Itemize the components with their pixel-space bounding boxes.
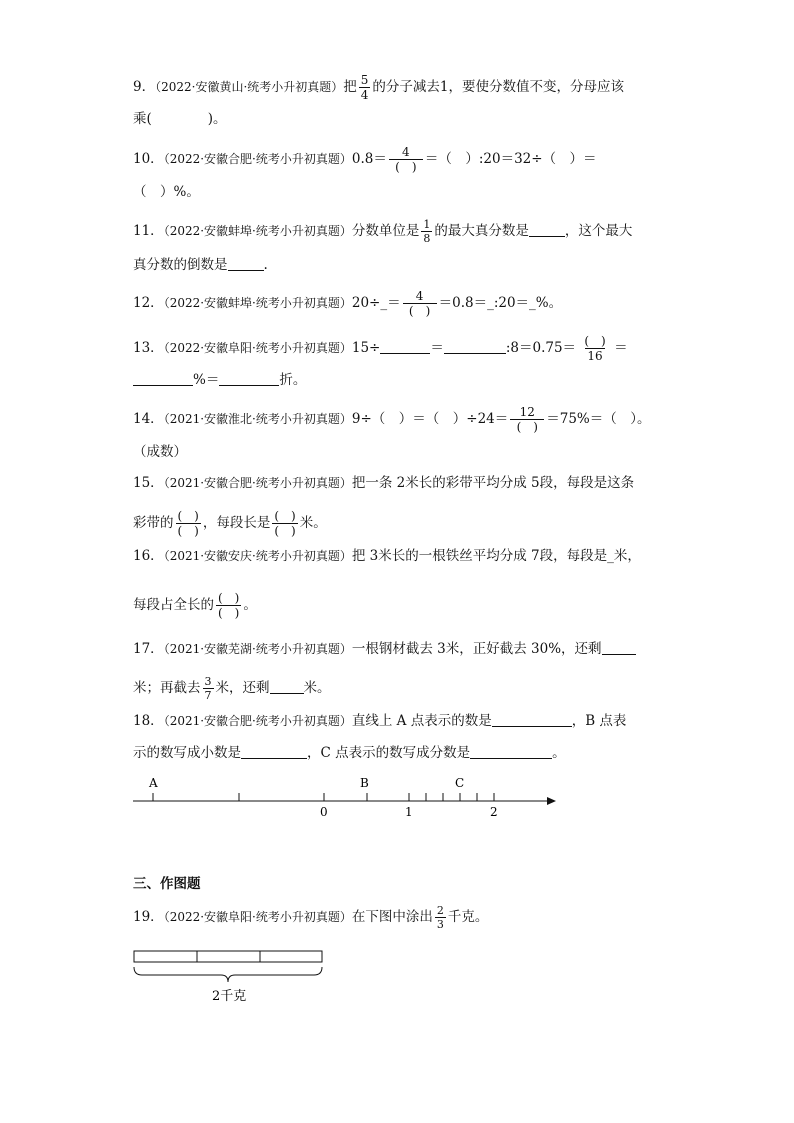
point-label-b: B (360, 776, 369, 790)
q15-fraction-2: $\frac{( )}{( )}$ (274, 509, 296, 538)
q19-source: （2022·安徽阜阳·统考小升初真题） (163, 910, 352, 924)
q13-number: 13． (133, 340, 164, 356)
tick-label-0: 0 (320, 805, 328, 819)
section-title: 三、作图题 (133, 876, 201, 892)
q15-fraction-1: $\frac{( )}{( )}$ (177, 509, 199, 538)
q9-text: )。 (207, 111, 227, 127)
q17-fraction: $\frac{3}{7}$ (204, 675, 212, 702)
q19-line1 (133, 905, 488, 930)
q14-number: 14． (133, 411, 164, 427)
q11-fraction: $\frac{1}{8}$ (423, 218, 431, 245)
q16-number: 16． (133, 548, 164, 564)
q17-source: （2021·安徽芜湖·统考小升初真题） (163, 642, 352, 656)
q18-text: 直线上 A 点表示的数是 (351, 713, 492, 729)
q13-text: :8＝0.75＝ (505, 340, 577, 356)
q17-text: 米；再截去 (133, 680, 201, 696)
q18-text: ，C 点表示的数写成分数是 (307, 745, 471, 761)
bar-outline (134, 951, 322, 962)
brace-icon (134, 967, 322, 982)
q19-text: 在下图中涂出 (351, 909, 433, 925)
q17-text: 一根钢材截去 3米，正好截去 30%，还剩 (351, 641, 602, 657)
weight-bar (134, 951, 322, 962)
point-label-a: A (149, 776, 158, 790)
q13-fraction: $\frac{( )}{16}$ (584, 334, 606, 363)
q12-text: ＝0.8＝_:20＝_%。 (438, 295, 563, 311)
q18-text: ，B 点表 (571, 713, 627, 729)
q15-text: 米。 (299, 515, 327, 531)
q14-source: （2021·安徽淮北·统考小升初真题） (163, 412, 352, 426)
q9-fraction: $\frac{5}{4}$ (360, 73, 369, 102)
q19-number: 19． (133, 909, 164, 925)
q18-source: （2021·安徽合肥·统考小升初真题） (163, 714, 352, 728)
q17-text: 米，还剩 (215, 680, 270, 696)
q11-text: 真分数的倒数是 (133, 257, 228, 273)
q14-text: （成数） (133, 444, 187, 460)
q14-fraction: $\frac{12}{( )}$ (510, 406, 544, 433)
q15-text: ，每段长是 (202, 515, 271, 531)
q11-text: ，这个最大 (564, 223, 633, 239)
q15-number: 15． (133, 475, 164, 491)
point-label-c: C (455, 776, 465, 790)
q10-fraction: $\frac{4}{( )}$ (389, 146, 423, 173)
q13-text: ＝ (614, 340, 628, 356)
q10-text: 0.8＝ (351, 151, 387, 167)
q11-text: 分数单位是 (351, 223, 420, 239)
q13-source: （2022·安徽阜阳·统考小升初真题） (163, 341, 352, 355)
q16-text: 。 (243, 597, 257, 613)
bar-label: 2千克 (212, 989, 247, 1004)
q15-text: 把一条 2米长的彩带平均分成 5段，每段是这条 (351, 475, 635, 491)
q9-text: 的分子减去1，要使分数值不变，分母应该 (372, 79, 624, 95)
q14-text: 9÷（ ）＝（ ）÷24＝ (351, 411, 509, 427)
q10-text: ＝（ ）:20＝32÷（ ）＝ (424, 151, 597, 167)
q9-text: 把 (343, 79, 357, 95)
q12-number: 12． (133, 295, 164, 311)
q19-fraction: $\frac{2}{3}$ (436, 904, 444, 931)
q19-text: 千克。 (447, 909, 489, 925)
q13-text: 15÷ (351, 340, 381, 356)
q11-source: （2022·安徽蚌埠·统考小升初真题） (163, 224, 352, 238)
q16-text: 每段占全长的 (133, 597, 214, 613)
q13-text: ＝ (430, 340, 444, 356)
q15-source: （2021·安徽合肥·统考小升初真题） (163, 476, 352, 490)
q16-source: （2021·安徽安庆·统考小升初真题） (163, 549, 352, 563)
q14-text: ＝75%＝（ ）。 (546, 411, 651, 427)
q10-text: （ ）%。 (133, 184, 200, 200)
q12-source: （2022·安徽蚌埠·统考小升初真题） (163, 296, 352, 310)
q11-text: 的最大真分数是 (434, 223, 529, 239)
q9-number: 9． (133, 79, 156, 95)
q18-number: 18． (133, 713, 164, 729)
q16-fraction: $\frac{( )}{( )}$ (218, 591, 240, 620)
q12-text: 20÷_＝ (351, 295, 401, 311)
q10-number: 10． (133, 151, 164, 167)
tick-label-2: 2 (490, 805, 498, 819)
q18-text: 。 (552, 745, 566, 761)
q11-text: . (263, 257, 268, 273)
q12-fraction: $\frac{4}{( )}$ (403, 290, 437, 317)
q11-number: 11． (133, 223, 164, 239)
q13-text: 折。 (279, 372, 307, 388)
arrow-icon (547, 797, 556, 805)
q13-text: %＝ (193, 372, 220, 388)
q17-number: 17． (133, 641, 164, 657)
q17-text: 米。 (303, 680, 331, 696)
q15-text: 彩带的 (133, 515, 174, 531)
q9-text: 乘( (133, 111, 152, 127)
tick-label-1: 1 (405, 805, 413, 819)
q18-text: 示的数写成小数是 (133, 745, 241, 761)
q16-text: 把 3米长的一根铁丝平均分成 7段，每段是_米， (351, 548, 641, 564)
number-line (133, 793, 556, 805)
q10-source: （2022·安徽合肥·统考小升初真题） (163, 152, 352, 166)
q9-source: （2022·安徽黄山·统考小升初真题） (155, 80, 344, 94)
